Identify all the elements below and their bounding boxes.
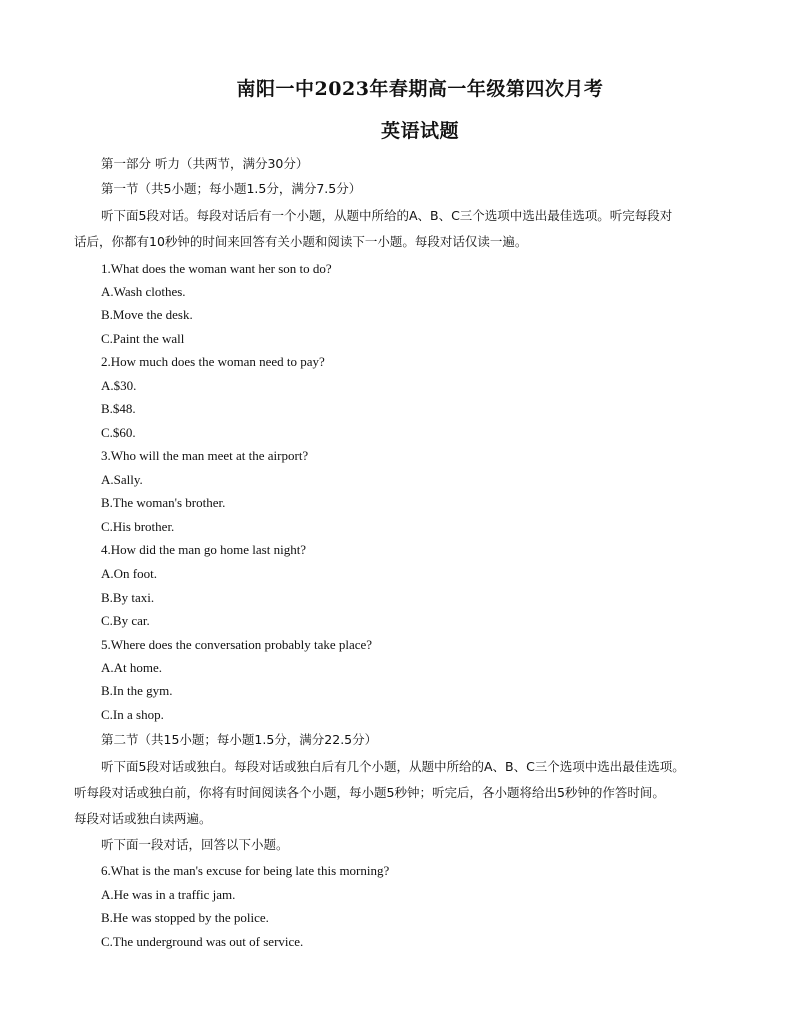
- section2-instructions-line2: 听每段对话或独白前，你将有时间阅读各个小题，每小题5秒钟；听完后，各小题将给出5秒钟的作答时间。: [74, 785, 665, 800]
- question-5: 5.Where does the conversation probably take place?: [101, 637, 373, 652]
- section2-heading: 第二节（共15小题；每小题1.5分，满分22.5分）: [101, 732, 378, 747]
- exam-title: 南阳一中2023年春期高一年级第四次月考: [236, 78, 604, 100]
- q6-option-c: C.The underground was out of service.: [101, 934, 304, 949]
- section1-instructions-line1: 听下面5段对话。每段对话后有一个小题，从题中所给的A、B、C三个选项中选出最佳选项。听完每段对: [101, 208, 673, 223]
- question-1: 1.What does the woman want her son to do?: [101, 261, 332, 276]
- q6-option-a: A.He was in a traffic jam.: [101, 887, 236, 902]
- q5-option-a: A.At home.: [101, 660, 163, 675]
- q3-option-c: C.His brother.: [101, 519, 175, 534]
- q4-option-a: A.On foot.: [101, 566, 157, 581]
- q5-option-b: B.In the gym.: [101, 683, 173, 698]
- q3-option-a: A.Sally.: [101, 472, 143, 487]
- q1-option-b: B.Move the desk.: [101, 307, 193, 322]
- section2-lead-in: 听下面一段对话，回答以下小题。: [101, 837, 289, 852]
- section2-instructions-line3: 每段对话或独白读两遍。: [74, 811, 212, 826]
- section2-instructions-line1: 听下面5段对话或独白。每段对话或独白后有几个小题，从题中所给的A、B、C三个选项中选出最佳选项。: [101, 759, 685, 774]
- section1-heading: 第一节（共5小题；每小题1.5分，满分7.5分）: [101, 181, 362, 196]
- q2-option-a: A.$30.: [101, 378, 137, 393]
- q3-option-b: B.The woman's brother.: [101, 495, 226, 510]
- part1-heading: 第一部分 听力（共两节，满分30分）: [101, 156, 309, 171]
- q1-option-c: C.Paint the wall: [101, 331, 185, 346]
- q4-option-b: B.By taxi.: [101, 590, 155, 605]
- question-3: 3.Who will the man meet at the airport?: [101, 448, 309, 463]
- question-4: 4.How did the man go home last night?: [101, 542, 307, 557]
- q6-option-b: B.He was stopped by the police.: [101, 910, 269, 925]
- section1-instructions-line2: 话后，你都有10秒钟的时间来回答有关小题和阅读下一小题。每段对话仅读一遍。: [74, 234, 528, 249]
- q4-option-c: C.By car.: [101, 613, 150, 628]
- q5-option-c: C.In a shop.: [101, 707, 164, 722]
- question-6: 6.What is the man's excuse for being late this morning?: [101, 863, 390, 878]
- exam-subtitle: 英语试题: [380, 120, 459, 142]
- q1-option-a: A.Wash clothes.: [101, 284, 186, 299]
- question-2: 2.How much does the woman need to pay?: [101, 354, 325, 369]
- q2-option-c: C.$60.: [101, 425, 136, 440]
- q2-option-b: B.$48.: [101, 401, 136, 416]
